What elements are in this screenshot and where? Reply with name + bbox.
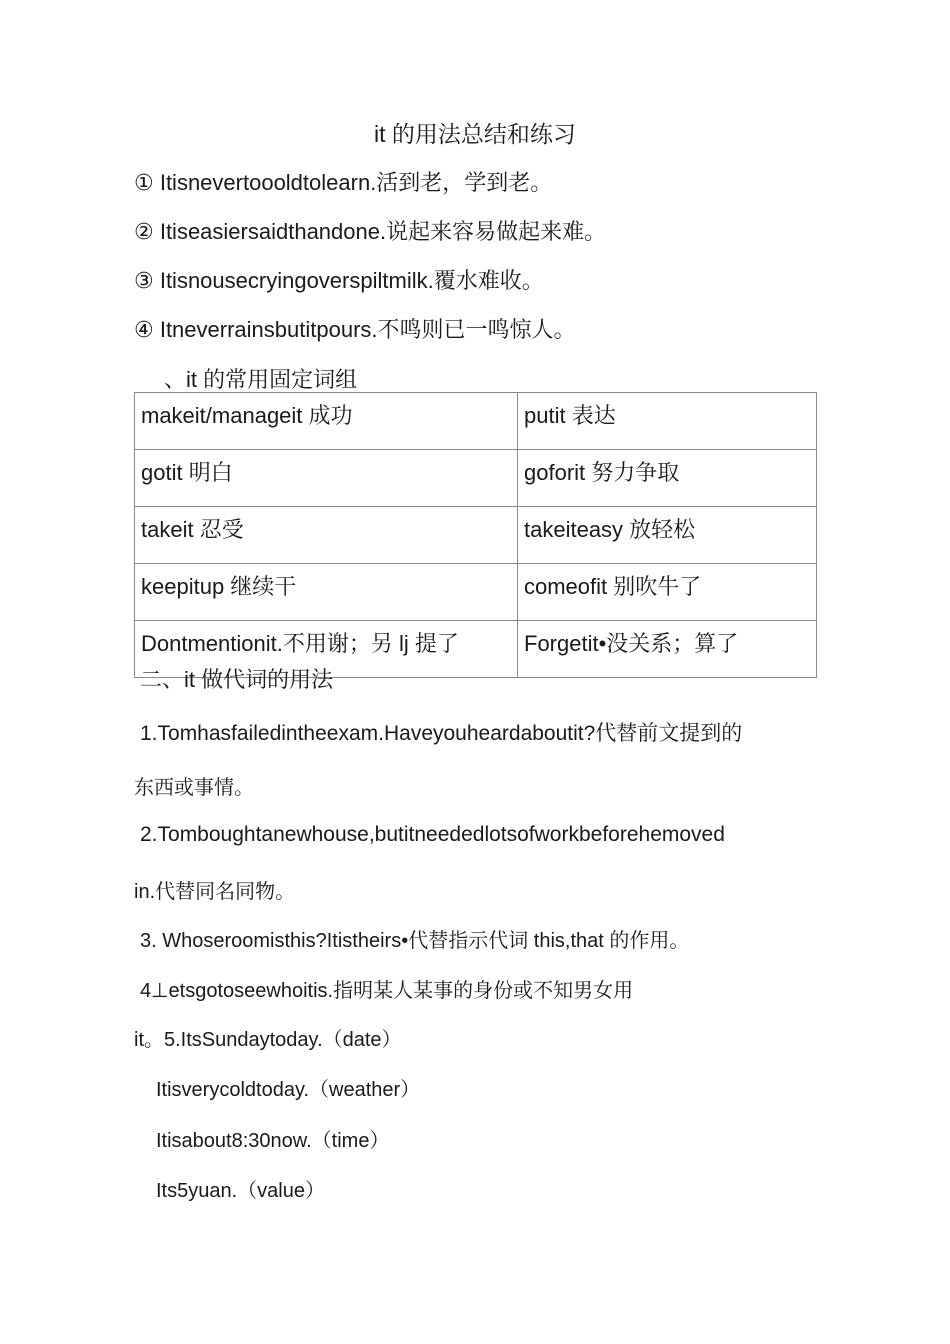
page-title: it 的用法总结和练习: [374, 121, 576, 147]
usage-item-4: 4⊥etsgotoseewhoitis.指明某人某事的身份或不知男女用: [140, 980, 634, 1002]
table-cell: goforit 努力争取: [518, 450, 817, 507]
table-cell: takeit 忍受: [135, 507, 518, 564]
example-time: Itisabout8:30now.（time）: [156, 1130, 390, 1152]
table-row: [135, 564, 817, 621]
table-cell: comeofit 别吹牛了: [518, 564, 817, 621]
table-cell: takeiteasy 放轻松: [518, 507, 817, 564]
table-cell: keepitup 继续干: [135, 564, 518, 621]
table-row: [135, 450, 817, 507]
section-heading-pronoun: 二、it 做代词的用法: [140, 667, 334, 692]
usage-item-4-cont: it。5.ItsSundaytoday.（date）: [134, 1029, 402, 1051]
usage-item-2-cont: in.代替同名同物。: [134, 881, 296, 903]
table-row: [135, 507, 817, 564]
proverb-line: ① Itisnevertoooldtolearn.活到老，学到老。: [134, 170, 553, 195]
table-cell: gotit 明白: [135, 450, 518, 507]
usage-item-1-cont: 东西或事情。: [134, 777, 254, 799]
proverb-line: ② Itiseasiersaidthandone.说起来容易做起来难。: [134, 219, 607, 244]
table-cell: Dontmentionit.不用谢；另 lj 提了: [135, 621, 518, 678]
table-cell: putit 表达: [518, 393, 817, 450]
section-heading-phrases: 、it 的常用固定词组: [164, 367, 358, 392]
phrase-table: [134, 392, 817, 678]
table-row: [135, 393, 817, 450]
usage-item-3: 3. Whoseroomisthis?Itistheirs•代替指示代词 this,that 的作用。: [140, 930, 690, 952]
proverb-line: ③ Itisnousecryingoverspiltmilk.覆水难收。: [134, 268, 544, 293]
usage-item-2: 2.Tomboughtanewhouse,butitneededlotsofworkbeforehemoved: [140, 823, 725, 846]
table-cell: makeit/manageit 成功: [135, 393, 518, 450]
usage-item-1: 1.Tomhasfailedintheexam.Haveyouheardaboutit?代替前文提到的: [140, 722, 743, 745]
table-cell: Forgetit•没关系；算了: [518, 621, 817, 678]
proverb-line: ④ Itneverrainsbutitpours.不鸣则已一鸣惊人。: [134, 317, 576, 342]
example-value: Its5yuan.（value）: [156, 1180, 325, 1202]
example-weather: Itisverycoldtoday.（weather）: [156, 1079, 421, 1101]
